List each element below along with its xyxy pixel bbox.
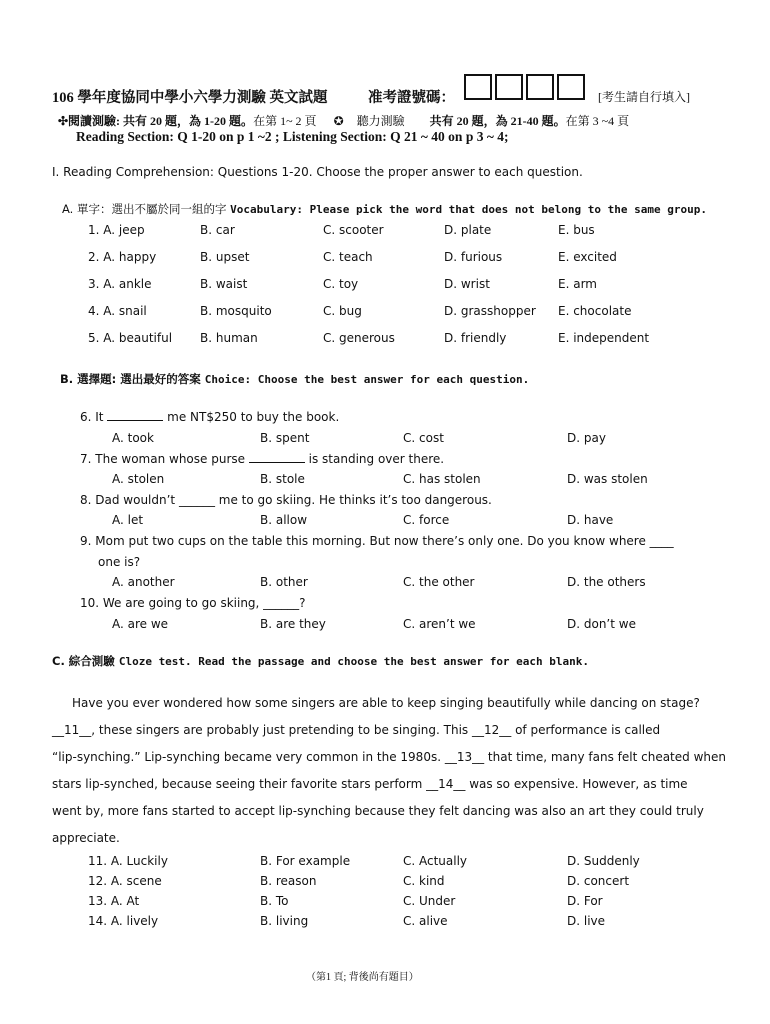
cloze-option[interactable]: D. concert bbox=[567, 874, 630, 888]
exam-title: 106 學年度協同中學小六學力測驗 英文試題 bbox=[52, 90, 328, 106]
cloze-option[interactable]: 14. A. lively bbox=[88, 914, 159, 928]
exam-number-label: 准考證號碼： bbox=[368, 90, 455, 106]
cloze-option[interactable]: 12. A. scene bbox=[88, 874, 162, 888]
vocab-option[interactable]: B. human bbox=[200, 331, 258, 345]
vocab-option[interactable]: C. generous bbox=[323, 331, 395, 345]
cloze-option[interactable]: D. For bbox=[567, 894, 603, 908]
exam-number-box-4[interactable] bbox=[557, 74, 585, 100]
vocab-option[interactable]: C. bug bbox=[323, 304, 362, 318]
cloze-option[interactable]: C. Actually bbox=[403, 854, 468, 868]
exam-number-box-1[interactable] bbox=[464, 74, 492, 100]
choice-option[interactable]: B. are they bbox=[260, 617, 326, 631]
section-info-line bbox=[58, 112, 629, 129]
choice-option[interactable]: C. aren’t we bbox=[403, 617, 476, 631]
vocab-option[interactable]: C. toy bbox=[323, 277, 359, 291]
vocab-option[interactable]: C. scooter bbox=[323, 223, 384, 237]
question-text: is standing over there. bbox=[304, 452, 445, 466]
cloze-option[interactable]: C. kind bbox=[403, 874, 445, 888]
choice-option[interactable]: D. was stolen bbox=[567, 472, 648, 486]
choice-option[interactable]: D. don’t we bbox=[567, 617, 636, 631]
partA-heading bbox=[62, 201, 707, 217]
partB-heading-zh: B. 選擇題: 選出最好的答案 bbox=[60, 372, 205, 386]
question-10: 10. We are going to go skiing, ______? bbox=[80, 596, 306, 610]
vocab-option[interactable]: D. furious bbox=[444, 250, 503, 264]
vocab-option[interactable]: 1. A. jeep bbox=[88, 223, 145, 237]
partA-heading-zh: A. 單字：選出不屬於同一組的字 bbox=[62, 202, 231, 216]
partB-heading bbox=[60, 371, 529, 387]
passage-line: “lip-synching.” Lip-synching became very common in the 1980s. __13__ that time, many fans felt cheated when bbox=[52, 750, 726, 764]
vocab-option[interactable]: D. grasshopper bbox=[444, 304, 536, 318]
cloze-option[interactable]: B. reason bbox=[260, 874, 317, 888]
vocab-option[interactable]: B. mosquito bbox=[200, 304, 272, 318]
vocab-option[interactable]: E. arm bbox=[558, 277, 597, 291]
question-8: 8. Dad wouldn’t ______ me to go skiing. He thinks it’s too dangerous. bbox=[80, 493, 492, 507]
passage-line: appreciate. bbox=[52, 831, 120, 845]
vocab-option[interactable]: 3. A. ankle bbox=[88, 277, 152, 291]
partC-heading-en: Cloze test. Read the passage and choose the best answer for each blank. bbox=[118, 655, 590, 668]
vocab-option[interactable]: B. upset bbox=[200, 250, 250, 264]
question-text: 7. The woman whose purse bbox=[80, 452, 249, 466]
partC-heading bbox=[52, 653, 589, 669]
vocab-option[interactable]: E. bus bbox=[558, 223, 595, 237]
page-footer: （第1 頁; 背後尚有題目） bbox=[306, 972, 419, 983]
star-icon: ✪ bbox=[333, 114, 344, 128]
vocab-option[interactable]: D. plate bbox=[444, 223, 492, 237]
section1-heading: I. Reading Comprehension: Questions 1-20. Choose the proper answer to each question. bbox=[52, 165, 583, 179]
vocab-option[interactable]: 4. A. snail bbox=[88, 304, 147, 318]
passage-line: stars lip-synched, because seeing their favorite stars perform __14__ was so expensive. However, as time bbox=[52, 777, 688, 791]
question-7 bbox=[80, 452, 444, 466]
listening-label: 聽力測驗 bbox=[356, 114, 405, 128]
choice-option[interactable]: D. the others bbox=[567, 575, 646, 589]
cloze-option[interactable]: B. To bbox=[260, 894, 289, 908]
exam-number-box-3[interactable] bbox=[526, 74, 554, 100]
listening-pages: 在第 3 ~4 頁 bbox=[565, 114, 630, 128]
choice-option[interactable]: D. pay bbox=[567, 431, 606, 445]
question-9: 9. Mom put two cups on the table this morning. But now there’s only one. Do you know where ____ bbox=[80, 534, 674, 548]
cloze-option[interactable]: D. Suddenly bbox=[567, 854, 640, 868]
reading-info: ✣閱讀測驗: 共有 20 題，為 1-20 題。 bbox=[58, 114, 254, 128]
passage-line: Have you ever wondered how some singers are able to keep singing beautifully while dancing on stage? bbox=[72, 696, 700, 710]
question-text: me NT$250 to buy the book. bbox=[163, 410, 340, 424]
cloze-option[interactable]: 13. A. At bbox=[88, 894, 140, 908]
vocab-option[interactable]: C. teach bbox=[323, 250, 373, 264]
answer-blank bbox=[107, 420, 163, 421]
question-9-continued: one is? bbox=[98, 555, 141, 569]
choice-option[interactable]: C. force bbox=[403, 513, 450, 527]
cloze-option[interactable]: B. living bbox=[260, 914, 309, 928]
vocab-option[interactable]: E. independent bbox=[558, 331, 650, 345]
answer-blank bbox=[249, 462, 305, 463]
exam-number-box-2[interactable] bbox=[495, 74, 523, 100]
passage-line: __11__, these singers are probably just pretending to be singing. This __12__ of performance is called bbox=[52, 723, 661, 737]
cloze-option[interactable]: C. alive bbox=[403, 914, 448, 928]
vocab-option[interactable]: D. wrist bbox=[444, 277, 490, 291]
listening-info: 共有 20 題，為 21-40 題。 bbox=[429, 114, 566, 128]
choice-option[interactable]: A. are we bbox=[112, 617, 169, 631]
vocab-option[interactable]: 2. A. happy bbox=[88, 250, 157, 264]
choice-option[interactable]: B. spent bbox=[260, 431, 310, 445]
choice-option[interactable]: B. allow bbox=[260, 513, 308, 527]
choice-option[interactable]: C. cost bbox=[403, 431, 444, 445]
vocab-option[interactable]: D. friendly bbox=[444, 331, 507, 345]
cloze-option[interactable]: C. Under bbox=[403, 894, 456, 908]
question-text: 6. It bbox=[80, 410, 108, 424]
vocab-option[interactable]: E. excited bbox=[558, 250, 617, 264]
choice-option[interactable]: C. has stolen bbox=[403, 472, 481, 486]
choice-option[interactable]: C. the other bbox=[403, 575, 475, 589]
choice-option[interactable]: A. stolen bbox=[112, 472, 165, 486]
choice-option[interactable]: D. have bbox=[567, 513, 614, 527]
vocab-option[interactable]: B. waist bbox=[200, 277, 248, 291]
vocab-option[interactable]: 5. A. beautiful bbox=[88, 331, 173, 345]
choice-option[interactable]: A. let bbox=[112, 513, 144, 527]
cloze-option[interactable]: D. live bbox=[567, 914, 606, 928]
reading-pages: 在第 1~ 2 頁 bbox=[253, 114, 317, 128]
partB-heading-en: Choice: Choose the best answer for each question. bbox=[204, 373, 530, 386]
choice-option[interactable]: A. took bbox=[112, 431, 154, 445]
partA-heading-en: Vocabulary: Please pick the word that does not belong to the same group. bbox=[230, 203, 707, 216]
choice-option[interactable]: B. other bbox=[260, 575, 308, 589]
cloze-option[interactable]: B. For example bbox=[260, 854, 351, 868]
choice-option[interactable]: A. another bbox=[112, 575, 175, 589]
question-6 bbox=[80, 410, 339, 424]
sections-summary: Reading Section: Q 1-20 on p 1 ~2 ; Listening Section: Q 21 ~ 40 on p 3 ~ 4; bbox=[76, 129, 509, 144]
vocab-option[interactable]: B. car bbox=[200, 223, 235, 237]
choice-option[interactable]: B. stole bbox=[260, 472, 305, 486]
cloze-option[interactable]: 11. A. Luckily bbox=[88, 854, 168, 868]
fill-in-note: [考生請自行填入] bbox=[598, 90, 690, 104]
passage-line: went by, more fans started to accept lip-synching because they felt dancing was also an art they could truly bbox=[52, 804, 704, 818]
vocab-option[interactable]: E. chocolate bbox=[558, 304, 632, 318]
partC-heading-zh: C. 綜合測驗 bbox=[52, 654, 119, 668]
